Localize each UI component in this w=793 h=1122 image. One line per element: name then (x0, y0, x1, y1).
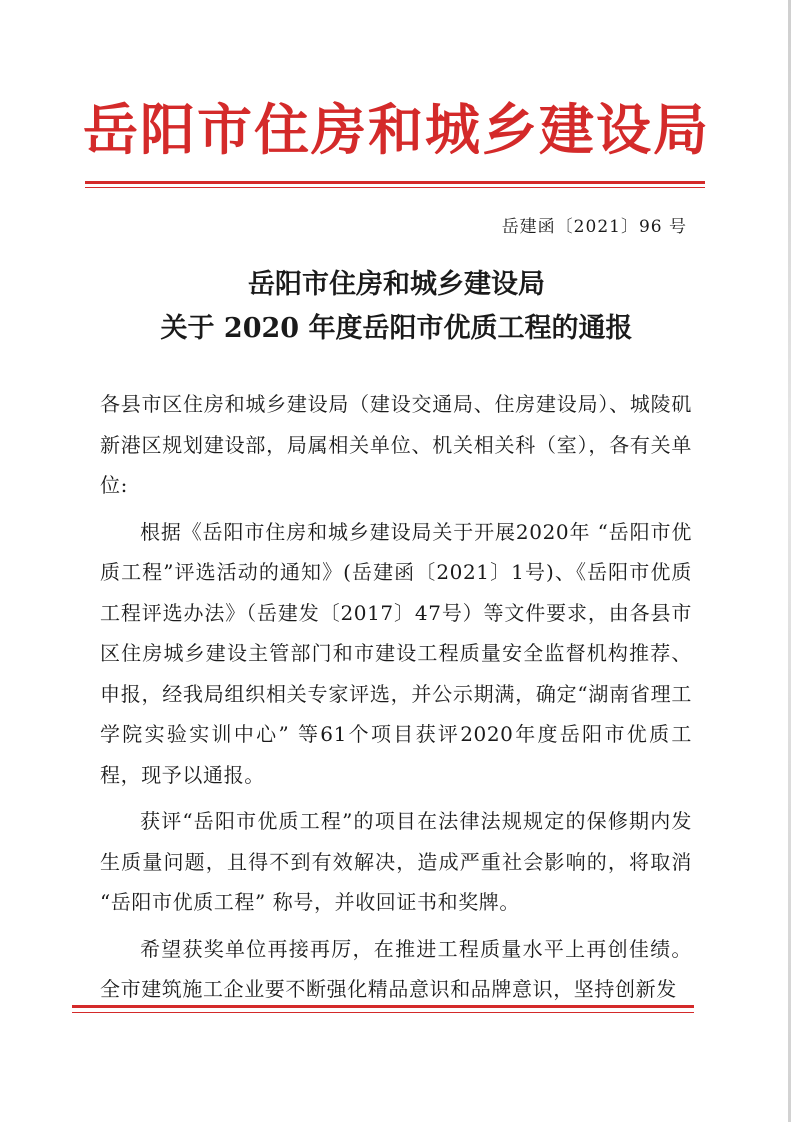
header-rule-thick (85, 181, 705, 184)
paragraph-basis: 根据《岳阳市住房和城乡建设局关于开展2020年 “岳阳市优质工程”评选活动的通知》(岳建函〔2021〕1号)、《岳阳市优质工程评选办法》（岳建发〔2017〕47号）等文件要求，由各县市区住房城乡建设主管部门和市建设工程质量安全监督机构推荐、申报，经我局组织相关专家评选，并公示期满，确定“湖南省理工学院实验实训中心” 等61个项目获评2020年度岳阳市优质工程，现予以通报。 (100, 519, 692, 787)
header-rule-thin (85, 187, 705, 188)
salutation: 各县市区住房和城乡建设局（建设交通局、住房建设局）、城陵矶新港区规划建设部，局属相关单位、机关相关科（室），各有关单位: (100, 392, 692, 497)
document-title-line-2: 关于 2020 年度岳阳市优质工程的通报 (160, 313, 633, 344)
paragraph-expectation: 希望获奖单位再接再厉，在推进工程质量水平上再创佳绩。全市建筑施工企业要不断强化精品意识和品牌意识，坚持创新发 (100, 936, 692, 1001)
paragraph-revocation: 获评“岳阳市优质工程”的项目在法律法规规定的保修期内发生质量问题，且得不到有效解决，造成严重社会影响的，将取消 “岳阳市优质工程” 称号，并收回证书和奖牌。 (100, 809, 692, 914)
document-number: 岳建函〔2021〕96 号 (501, 217, 687, 237)
document-body (100, 384, 692, 1010)
footer-rule-thin (72, 1012, 694, 1013)
masthead-title: 岳阳市住房和城乡建设局 (82, 97, 710, 162)
footer-rule-thick (72, 1005, 694, 1008)
document-title-line-1: 岳阳市住房和城乡建设局 (248, 269, 545, 300)
scan-edge (788, 0, 791, 1122)
